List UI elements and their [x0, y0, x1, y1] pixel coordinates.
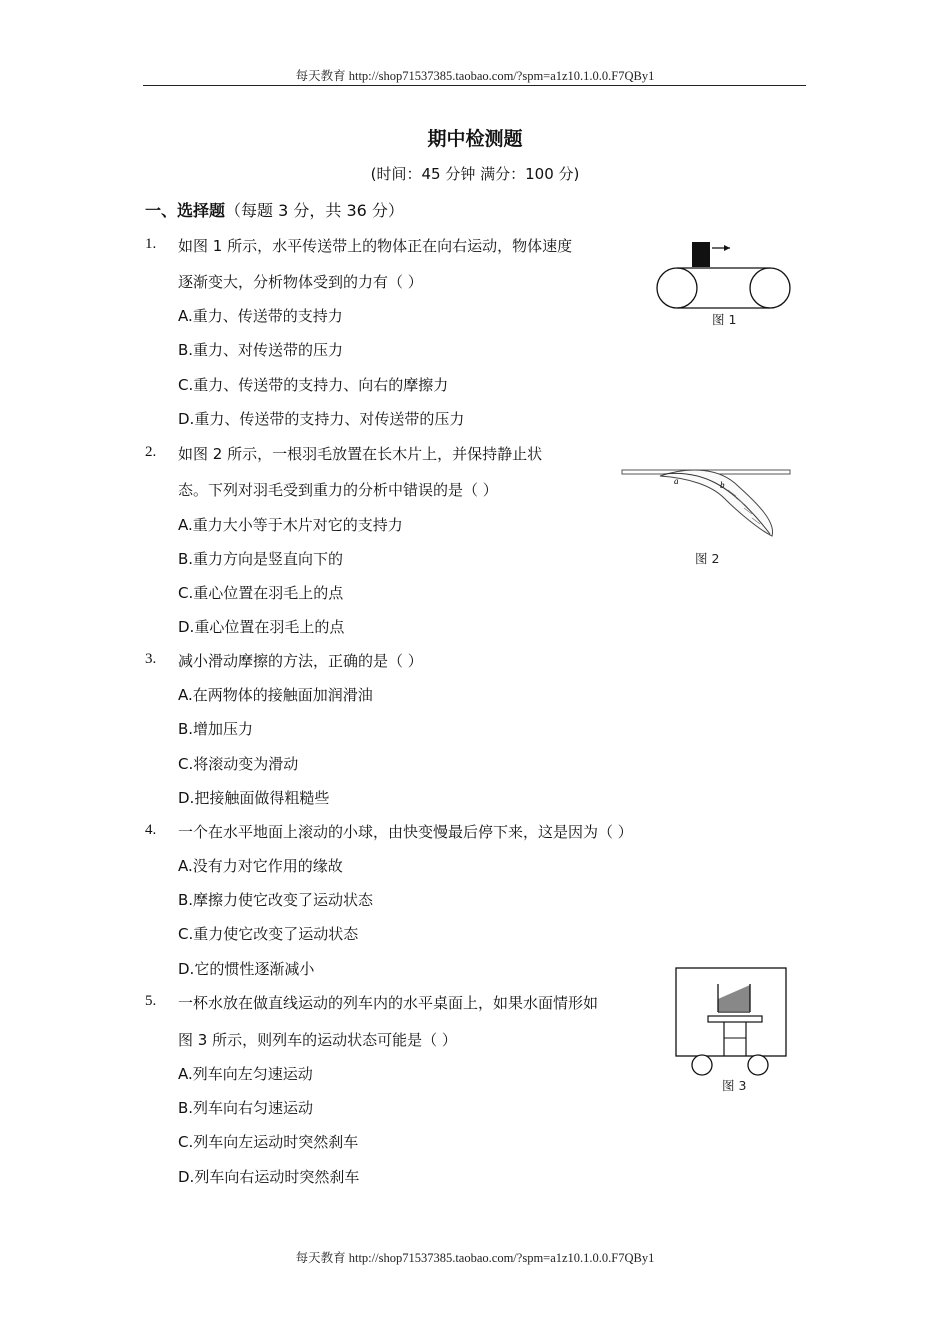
question-number: 5.: [145, 993, 157, 1009]
option-a: A.在两物体的接触面加润滑油: [178, 686, 373, 704]
question-number: 4.: [145, 822, 157, 838]
option-d: D.重心位置在羽毛上的点: [178, 618, 345, 636]
option-b: B.增加压力: [178, 720, 254, 738]
option-c: C.列车向左运动时突然刹车: [178, 1133, 359, 1151]
question-number: 1.: [145, 236, 157, 252]
option-a: A.重力大小等于木片对它的支持力: [178, 516, 403, 534]
question-stem-line: 如图 1 所示，水平传送带上的物体正在向右运动，物体速度: [178, 237, 573, 255]
exam-info: (时间：45 分钟 满分：100 分): [370, 165, 580, 183]
figure-3-caption: 图 3: [722, 1078, 747, 1093]
option-d: D.它的惯性逐渐减小: [178, 960, 315, 978]
train-cup-figure: [674, 966, 790, 1078]
question-stem-line: 减小滑动摩擦的方法，正确的是（ ）: [178, 652, 423, 670]
figure-2-caption: 图 2: [695, 551, 720, 566]
question-stem-line: 一个在水平地面上滚动的小球，由快变慢最后停下来，这是因为（ ）: [178, 823, 633, 841]
point-a-label: a: [674, 476, 679, 486]
option-b: B.摩擦力使它改变了运动状态: [178, 891, 374, 909]
wheel-left: [692, 1055, 712, 1075]
conveyor-belt-figure: [650, 236, 800, 316]
page-footer: 每天教育 http://shop71537385.taobao.com/?spm=a1z10.1.0.0.F7QBy1: [295, 1251, 655, 1265]
question-stem-line: 一杯水放在做直线运动的列车内的水平桌面上，如果水面情形如: [178, 994, 599, 1012]
question-stem-line: 如图 2 所示，一根羽毛放置在长木片上，并保持静止状: [178, 445, 543, 463]
option-d: D.重力、传送带的支持力、对传送带的压力: [178, 410, 465, 428]
option-b: B.列车向右匀速运动: [178, 1099, 314, 1117]
figure-1-caption: 图 1: [712, 312, 737, 327]
tilted-water: [718, 985, 750, 1011]
question-stem-line: 逐渐变大，分析物体受到的力有（ ）: [178, 273, 423, 291]
page-title: 期中检测题: [427, 128, 523, 150]
option-a: A.列车向左匀速运动: [178, 1065, 313, 1083]
option-c: C.重心位置在羽毛上的点: [178, 584, 344, 602]
question-stem-line: 态。下列对羽毛受到重力的分析中错误的是（ ）: [178, 481, 498, 499]
feather-figure: [620, 460, 792, 542]
left-roller: [657, 268, 697, 308]
option-c: C.将滚动变为滑动: [178, 755, 299, 773]
section-note: （每题 3 分，共 36 分）: [225, 201, 404, 220]
option-b: B.重力方向是竖直向下的: [178, 550, 344, 568]
section-heading: [145, 198, 404, 221]
point-b-label: b: [720, 480, 725, 490]
question-number: 3.: [145, 651, 157, 667]
wheel-right: [748, 1055, 768, 1075]
option-a: A.没有力对它作用的缘故: [178, 857, 343, 875]
page-header: 每天教育 http://shop71537385.taobao.com/?spm=a1z10.1.0.0.F7QBy1: [295, 69, 655, 83]
option-d: D.把接触面做得粗糙些: [178, 789, 330, 807]
option-a: A.重力、传送带的支持力: [178, 307, 343, 325]
section-label: 一、选择题: [145, 201, 226, 220]
question-number: 2.: [145, 444, 157, 460]
option-b: B.重力、对传送带的压力: [178, 341, 344, 359]
header-divider: [143, 85, 806, 86]
option-c: C.重力使它改变了运动状态: [178, 925, 359, 943]
option-c: C.重力、传送带的支持力、向右的摩擦力: [178, 376, 449, 394]
table-top: [708, 1016, 762, 1022]
block-object: [692, 242, 710, 267]
option-d: D.列车向右运动时突然刹车: [178, 1168, 360, 1186]
arrow-head-icon: [724, 245, 730, 251]
question-stem-line: 图 3 所示，则列车的运动状态可能是（ ）: [178, 1031, 457, 1049]
right-roller: [750, 268, 790, 308]
